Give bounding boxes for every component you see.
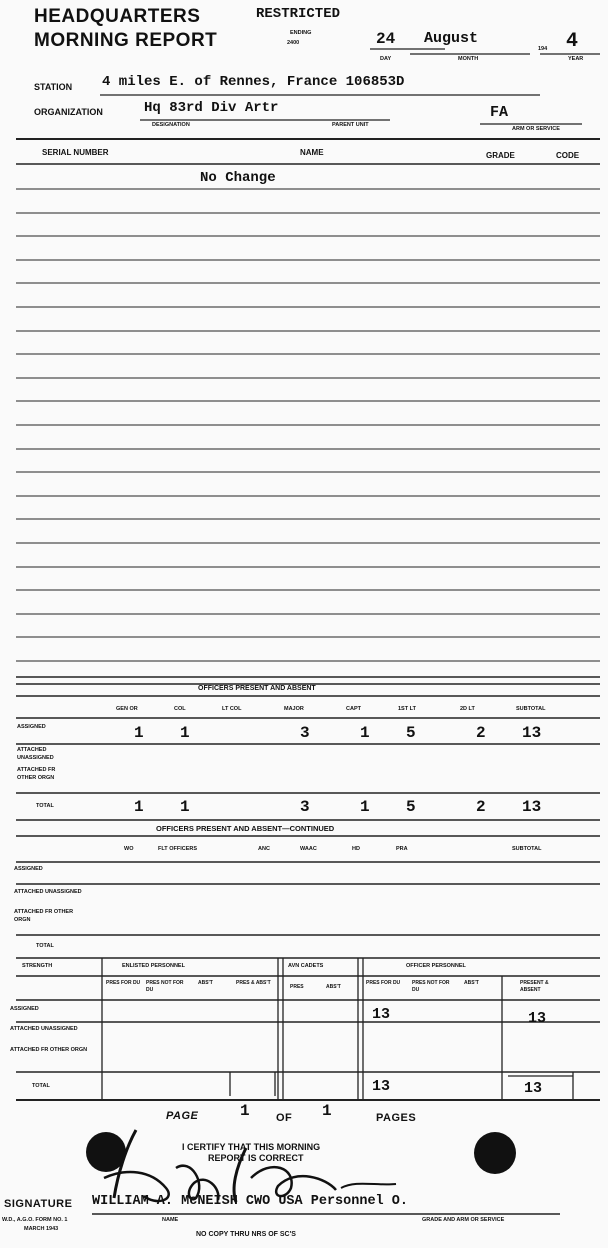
officers-total-value-1: 1: [180, 798, 190, 816]
report-year-digit: 4: [566, 30, 579, 53]
signature-grade-caption: GRADE AND ARM OR SERVICE: [422, 1217, 505, 1223]
officers-header-7: SUBTOTAL: [516, 706, 546, 712]
signature-name-caption: NAME: [162, 1217, 179, 1223]
report-title-headquarters: HEADQUARTERS: [34, 6, 201, 27]
officer-personnel-title: OFFICER PERSONNEL: [406, 963, 466, 969]
designation-caption: DESIGNATION: [152, 122, 190, 128]
officers-cont-header-3: WAAC: [300, 846, 317, 852]
enlisted-header-2: ABS'T: [198, 980, 213, 986]
officer-header-3: PRESENT & ABSENT: [520, 980, 549, 993]
aviation-header-1: ABS'T: [326, 984, 341, 990]
officers-total-value-4: 1: [360, 798, 370, 816]
day-caption: DAY: [380, 56, 392, 62]
footer-note: NO COPY THRU NRS OF SC'S: [196, 1231, 296, 1238]
officers-cont-row-assigned: ASSIGNED: [14, 866, 43, 872]
officers-cont-row-attached-unassigned: ATTACHED UNASSIGNED: [14, 889, 82, 895]
enlisted-header-3: PRES & ABS'T: [236, 980, 271, 986]
parent-unit-caption: PARENT UNIT: [332, 122, 369, 128]
month-caption: MONTH: [458, 56, 479, 62]
officer-header-0: PRES FOR DU: [366, 980, 401, 986]
officers-cont-header-5: PRA: [396, 846, 408, 852]
enlisted-header-1: PRES NOT FOR DU: [146, 980, 184, 993]
organization-label: ORGANIZATION: [34, 107, 103, 117]
officers-row-total: TOTAL: [36, 803, 54, 809]
officers-assigned-value-1: 1: [180, 724, 190, 742]
of-label: OF: [276, 1112, 293, 1124]
certification-line2: REPORT IS CORRECT: [208, 1153, 304, 1163]
officers-assigned-value-6: 2: [476, 724, 486, 742]
aviation-cadets-title: AVN CADETS: [288, 963, 324, 969]
strength-label: STRENGTH: [22, 963, 53, 969]
entry-no-change: No Change: [200, 170, 276, 186]
officers-cont-header-2: ANC: [258, 846, 270, 852]
officers-header-3: MAJOR: [284, 706, 304, 712]
officers-assigned-value-4: 1: [360, 724, 370, 742]
year-prefix: 194: [538, 46, 548, 52]
officers-row-attached-unassigned: ATTACHED UNASSIGNED: [17, 747, 54, 761]
officers-total-value-6: 2: [476, 798, 486, 816]
officers-row-attached-other: ATTACHED FR OTHER ORGN: [17, 767, 56, 781]
arm-of-service-value: FA: [490, 104, 509, 121]
column-code: CODE: [556, 151, 580, 160]
officers-assigned-value-5: 5: [406, 724, 416, 742]
enlisted-personnel-title: ENLISTED PERSONNEL: [122, 963, 185, 969]
assigned-officer-total-value: 13: [528, 1010, 547, 1027]
page-total: 1: [322, 1102, 332, 1120]
station-label: STATION: [34, 82, 73, 92]
officers-total-value-3: 3: [300, 798, 310, 816]
punch-hole-right: [474, 1132, 516, 1174]
officers-cont-header-4: HD: [352, 846, 360, 852]
certification-line1: I CERTIFY THAT THIS MORNING: [182, 1142, 321, 1152]
report-month: August: [424, 30, 479, 47]
report-day: 24: [376, 30, 396, 48]
officers-header-0: GEN OR: [116, 706, 138, 712]
officers-cont-row-total: TOTAL: [36, 943, 54, 949]
strength-row-attached-other: ATTACHED FR OTHER ORGN: [10, 1047, 88, 1053]
page-label: PAGE: [166, 1110, 199, 1122]
strength-row-total: TOTAL: [32, 1083, 50, 1089]
arm-caption: ARM OR SERVICE: [512, 126, 560, 132]
form-id: W.D., A.G.O. FORM NO. 1: [2, 1217, 68, 1223]
year-caption: YEAR: [568, 56, 584, 62]
station-value: 4 miles E. of Rennes, France 106853D: [102, 74, 405, 90]
officers-assigned-value-7: 13: [522, 724, 542, 742]
officers-section-title: OFFICERS PRESENT AND ABSENT: [198, 685, 316, 692]
aviation-header-0: PRES: [290, 984, 304, 990]
strength-row-attached-unassigned: ATTACHED UNASSIGNED: [10, 1026, 78, 1032]
officers-total-value-7: 13: [522, 798, 542, 816]
signature-typed-name: WILLIAM A. McNEISH CWO USA Personnel O.: [92, 1194, 408, 1209]
officers-cont-header-6: SUBTOTAL: [512, 846, 542, 852]
ending-time: 2400: [287, 40, 300, 46]
officers-header-6: 2D LT: [460, 706, 475, 712]
officer-header-2: ABS'T: [464, 980, 479, 986]
ending-label: ENDING: [290, 30, 312, 36]
total-officer-total-value: 13: [524, 1080, 543, 1097]
officer-header-1: PRES NOT FOR DU: [412, 980, 450, 993]
total-officer-present-value: 13: [372, 1078, 391, 1095]
officers-cont-header-0: WO: [124, 846, 134, 852]
officers-header-5: 1ST LT: [398, 706, 416, 712]
officers-cont-header-1: FLT OFFICERS: [158, 846, 198, 852]
page-number: 1: [240, 1102, 250, 1120]
officers-header-1: COL: [174, 706, 186, 712]
officers-total-value-5: 5: [406, 798, 416, 816]
report-title-morning-report: MORNING REPORT: [34, 30, 218, 51]
strength-row-assigned: ASSIGNED: [10, 1006, 39, 1012]
officers-assigned-value-3: 3: [300, 724, 310, 742]
assigned-officer-present-value: 13: [372, 1006, 391, 1023]
officers-continued-title: OFFICERS PRESENT AND ABSENT—CONTINUED: [156, 824, 335, 833]
classification-stamp: RESTRICTED: [256, 6, 341, 22]
column-grade: GRADE: [486, 151, 515, 160]
column-serial-number: SERIAL NUMBER: [42, 148, 109, 157]
signature-label: SIGNATURE: [4, 1198, 73, 1210]
enlisted-header-0: PRES FOR DU: [106, 980, 141, 986]
officers-header-4: CAPT: [346, 706, 361, 712]
pages-label: PAGES: [376, 1112, 417, 1124]
officers-header-2: LT COL: [222, 706, 242, 712]
officers-assigned-value-0: 1: [134, 724, 144, 742]
officers-row-assigned: ASSIGNED: [17, 724, 46, 730]
officers-cont-row-attached-other: ATTACHED FR OTHER ORGN: [14, 909, 74, 923]
form-date: MARCH 1943: [24, 1226, 59, 1232]
officers-total-value-0: 1: [134, 798, 144, 816]
column-name: NAME: [300, 148, 324, 157]
organization-value: Hq 83rd Div Artr: [144, 100, 279, 116]
